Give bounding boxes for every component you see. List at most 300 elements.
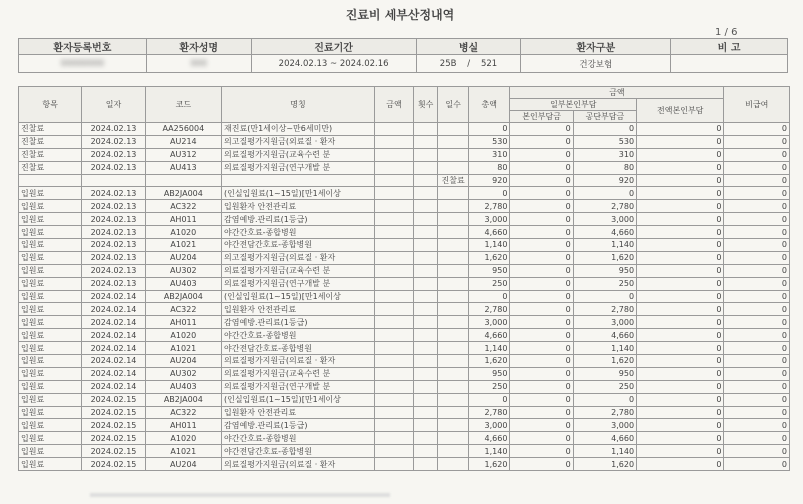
ward-label: 병실 — [416, 39, 521, 55]
cell-category: 진찰료 — [19, 148, 82, 161]
cell-count — [414, 316, 438, 329]
cell-self: 0 — [510, 458, 573, 471]
cell-price — [374, 342, 413, 355]
cell-days — [438, 277, 469, 290]
cell-non: 0 — [724, 251, 790, 264]
table-row — [19, 342, 790, 355]
table-row — [19, 380, 790, 393]
cell-total: 1,620 — [468, 251, 509, 264]
cell-days — [438, 355, 469, 368]
cell-category: 입원료 — [19, 316, 82, 329]
cell-total: 80 — [468, 161, 509, 174]
cell-insurer: 950 — [573, 367, 636, 380]
patient-info-table — [18, 38, 788, 73]
cell-non: 0 — [724, 406, 790, 419]
cell-self: 0 — [510, 187, 573, 200]
cell-category: 입원료 — [19, 445, 82, 458]
cell-self: 0 — [510, 393, 573, 406]
cell-insurer: 1,620 — [573, 251, 636, 264]
cell-count — [414, 213, 438, 226]
cell-category: 진찰료 — [19, 135, 82, 148]
cell-non: 0 — [724, 187, 790, 200]
cell-insurer: 530 — [573, 135, 636, 148]
cell-name: 의고질평가지원금(외료질 · 환자 — [222, 135, 375, 148]
cell-name: 입원환자 안전관리료 — [222, 406, 375, 419]
cell-date: 2024.02.14 — [82, 380, 145, 393]
cell-full: 0 — [637, 174, 724, 187]
cell-price — [374, 200, 413, 213]
cell-code: AU204 — [145, 251, 221, 264]
cell-self: 0 — [510, 367, 573, 380]
table-row — [19, 329, 790, 342]
cell-days — [438, 264, 469, 277]
cell-total: 1,140 — [468, 445, 509, 458]
patient-no-value: 00000000 — [19, 55, 147, 73]
cell-name: 의료질평가지원금(연구개발 분 — [222, 380, 375, 393]
cell-date: 2024.02.13 — [82, 277, 145, 290]
cell-price — [374, 187, 413, 200]
table-row — [19, 393, 790, 406]
cell-total: 0 — [468, 187, 509, 200]
cell-total: 3,000 — [468, 213, 509, 226]
cell-full: 0 — [637, 367, 724, 380]
cell-total: 1,620 — [468, 458, 509, 471]
patient-name-label: 환자성명 — [146, 39, 251, 55]
cell-non: 0 — [724, 226, 790, 239]
table-row — [19, 148, 790, 161]
cell-total: 2,780 — [468, 200, 509, 213]
cell-date: 2024.02.13 — [82, 200, 145, 213]
cell-non: 0 — [724, 148, 790, 161]
cell-count — [414, 303, 438, 316]
patient-type-label: 환자구분 — [521, 39, 671, 55]
cell-category: 입원료 — [19, 406, 82, 419]
cell-full: 0 — [637, 393, 724, 406]
cell-name: 입원환자 안전관리료 — [222, 200, 375, 213]
cell-count — [414, 161, 438, 174]
ward-value-b: 521 — [480, 58, 498, 69]
cell-days — [438, 290, 469, 303]
col-category: 항목 — [19, 87, 82, 123]
cell-count — [414, 123, 438, 136]
cell-code: A1021 — [145, 342, 221, 355]
cell-self: 0 — [510, 213, 573, 226]
col-name: 명칭 — [222, 87, 375, 123]
cell-price — [374, 174, 413, 187]
cell-total: 950 — [468, 264, 509, 277]
cell-insurer: 0 — [573, 187, 636, 200]
cell-date: 2024.02.15 — [82, 445, 145, 458]
cell-self: 0 — [510, 251, 573, 264]
cell-days — [438, 445, 469, 458]
cell-price — [374, 432, 413, 445]
cell-date: 2024.02.13 — [82, 148, 145, 161]
cell-price — [374, 135, 413, 148]
ward-value-a: 25B — [439, 58, 457, 69]
cell-insurer: 2,780 — [573, 200, 636, 213]
cell-non: 0 — [724, 458, 790, 471]
cell-name: 의료질평가지원금(의료질 · 환자 — [222, 355, 375, 368]
cell-total: 0 — [468, 393, 509, 406]
cell-non: 0 — [724, 174, 790, 187]
cell-count — [414, 277, 438, 290]
cell-code: AU413 — [145, 161, 221, 174]
table-row — [19, 445, 790, 458]
cell-category: 입원료 — [19, 419, 82, 432]
cell-code — [145, 174, 221, 187]
cell-days — [438, 380, 469, 393]
cell-total: 1,620 — [468, 355, 509, 368]
cell-self: 0 — [510, 329, 573, 342]
cell-self: 0 — [510, 445, 573, 458]
cell-non: 0 — [724, 316, 790, 329]
cell-price — [374, 148, 413, 161]
cell-total: 2,780 — [468, 406, 509, 419]
cell-insurer: 0 — [573, 123, 636, 136]
cell-total: 3,000 — [468, 316, 509, 329]
cell-date: 2024.02.14 — [82, 342, 145, 355]
cell-category: 입원료 — [19, 264, 82, 277]
cell-self: 0 — [510, 303, 573, 316]
cell-total: 250 — [468, 380, 509, 393]
cell-price — [374, 419, 413, 432]
cell-days — [438, 432, 469, 445]
cell-category: 입원료 — [19, 367, 82, 380]
col-count: 횟수 — [414, 87, 438, 123]
cell-non: 0 — [724, 303, 790, 316]
table-row — [19, 355, 790, 368]
cell-full: 0 — [637, 135, 724, 148]
cell-non: 0 — [724, 432, 790, 445]
cell-days — [438, 187, 469, 200]
cell-category: 진찰료 — [19, 161, 82, 174]
cell-non: 0 — [724, 123, 790, 136]
table-row — [19, 174, 790, 187]
cell-price — [374, 290, 413, 303]
ward-separator: / — [467, 58, 471, 69]
cell-category: 입원료 — [19, 432, 82, 445]
cell-full: 0 — [637, 226, 724, 239]
patient-type-value: 건강보험 — [521, 55, 671, 73]
cell-code: AA256004 — [145, 123, 221, 136]
table-row — [19, 419, 790, 432]
cell-insurer: 310 — [573, 148, 636, 161]
cell-category: 입원료 — [19, 458, 82, 471]
cell-self: 0 — [510, 342, 573, 355]
cell-insurer: 4,660 — [573, 226, 636, 239]
cell-name: 재진료(만1세이상~만6세미만) — [222, 123, 375, 136]
cell-insurer: 4,660 — [573, 432, 636, 445]
cell-full: 0 — [637, 251, 724, 264]
cell-count — [414, 355, 438, 368]
cell-price — [374, 277, 413, 290]
cell-insurer: 1,140 — [573, 342, 636, 355]
period-label: 진료기간 — [251, 39, 416, 55]
cell-price — [374, 445, 413, 458]
cell-insurer: 1,140 — [573, 445, 636, 458]
col-insured-group: 일부본인부담 — [510, 99, 637, 111]
cell-code: AB2JA004 — [145, 290, 221, 303]
cell-insurer: 920 — [573, 174, 636, 187]
cell-count — [414, 148, 438, 161]
cell-code: AU204 — [145, 355, 221, 368]
table-row — [19, 406, 790, 419]
cell-full: 0 — [637, 148, 724, 161]
cell-days — [438, 213, 469, 226]
col-amount-group: 금액 — [510, 87, 724, 99]
cell-days — [438, 329, 469, 342]
cell-non: 0 — [724, 393, 790, 406]
cell-count — [414, 445, 438, 458]
cell-full: 0 — [637, 123, 724, 136]
cell-price — [374, 251, 413, 264]
cell-non: 0 — [724, 290, 790, 303]
cell-name: 의고질평가지원금(의료질 · 환자 — [222, 251, 375, 264]
cell-days — [438, 200, 469, 213]
cell-price — [374, 329, 413, 342]
cell-count — [414, 226, 438, 239]
cell-non: 0 — [724, 355, 790, 368]
cell-date: 2024.02.13 — [82, 187, 145, 200]
cell-date: 2024.02.15 — [82, 393, 145, 406]
cell-total: 310 — [468, 148, 509, 161]
cell-count — [414, 264, 438, 277]
cell-name: 야간전담간호료-종합병원 — [222, 445, 375, 458]
cell-insurer: 3,000 — [573, 213, 636, 226]
cell-insurer: 1,140 — [573, 239, 636, 252]
cell-price — [374, 458, 413, 471]
cell-category: 입원료 — [19, 355, 82, 368]
cell-category: 진찰료 — [19, 123, 82, 136]
cell-name: (인실입원료(1~15일)[만1세이상 — [222, 393, 375, 406]
col-full-self: 전액본인부담 — [637, 99, 724, 123]
cell-date: 2024.02.14 — [82, 367, 145, 380]
table-row — [19, 135, 790, 148]
table-row — [19, 264, 790, 277]
cell-price — [374, 123, 413, 136]
cell-insurer: 250 — [573, 277, 636, 290]
cell-date: 2024.02.14 — [82, 303, 145, 316]
cell-self: 0 — [510, 226, 573, 239]
cell-category: 입원료 — [19, 200, 82, 213]
cell-code: A1020 — [145, 432, 221, 445]
cell-code: AU214 — [145, 135, 221, 148]
cell-count — [414, 329, 438, 342]
document-title: 진료비 세부산정내역 — [345, 8, 455, 22]
cell-insurer: 3,000 — [573, 419, 636, 432]
table-row — [19, 161, 790, 174]
cell-total: 920 — [468, 174, 509, 187]
table-row — [19, 367, 790, 380]
cell-self: 0 — [510, 200, 573, 213]
col-code: 코드 — [145, 87, 221, 123]
cell-name: 의료질평가지원금(교육수련 분 — [222, 148, 375, 161]
cell-name: 야간간호료-종합병원 — [222, 432, 375, 445]
cell-count — [414, 187, 438, 200]
cell-code: AH011 — [145, 316, 221, 329]
cell-full: 0 — [637, 355, 724, 368]
table-row — [19, 277, 790, 290]
cell-days — [438, 367, 469, 380]
cell-full: 0 — [637, 380, 724, 393]
cell-total: 250 — [468, 277, 509, 290]
cell-self: 0 — [510, 148, 573, 161]
cell-full: 0 — [637, 213, 724, 226]
cell-name: 감염예방.관리료(1등급) — [222, 316, 375, 329]
cell-self: 0 — [510, 135, 573, 148]
cell-total: 2,780 — [468, 303, 509, 316]
cell-full: 0 — [637, 445, 724, 458]
cell-insurer: 1,620 — [573, 355, 636, 368]
cell-category: 입원료 — [19, 303, 82, 316]
cell-full: 0 — [637, 342, 724, 355]
cell-insurer: 0 — [573, 393, 636, 406]
cell-date: 2024.02.13 — [82, 264, 145, 277]
cell-self: 0 — [510, 239, 573, 252]
cell-code: A1020 — [145, 329, 221, 342]
cell-price — [374, 355, 413, 368]
cell-count — [414, 251, 438, 264]
cell-name: 의료질평가지원금(교육수련 분 — [222, 264, 375, 277]
table-row — [19, 316, 790, 329]
blurred-footer — [90, 493, 390, 497]
table-row — [19, 458, 790, 471]
cell-price — [374, 264, 413, 277]
cell-date: 2024.02.14 — [82, 316, 145, 329]
cell-full: 0 — [637, 458, 724, 471]
cell-category — [19, 174, 82, 187]
cell-date: 2024.02.15 — [82, 458, 145, 471]
cell-count — [414, 367, 438, 380]
cell-name: (인실입원료(1~15일)[만1세이상 — [222, 290, 375, 303]
cell-count — [414, 458, 438, 471]
cell-count — [414, 406, 438, 419]
table-row — [19, 432, 790, 445]
cell-price — [374, 226, 413, 239]
cell-full: 0 — [637, 161, 724, 174]
cell-category: 입원료 — [19, 251, 82, 264]
cell-date: 2024.02.13 — [82, 213, 145, 226]
cell-count — [414, 342, 438, 355]
cell-code: A1021 — [145, 445, 221, 458]
cell-total: 1,140 — [468, 239, 509, 252]
table-row — [19, 251, 790, 264]
cell-name: 야간전담간호료-종합병원 — [222, 342, 375, 355]
cell-code: AU302 — [145, 264, 221, 277]
cell-count — [414, 393, 438, 406]
cell-name — [222, 174, 375, 187]
col-self-pay: 본인부담금 — [510, 111, 573, 123]
ward-value — [416, 55, 521, 73]
cell-category: 입원료 — [19, 329, 82, 342]
cell-total: 0 — [468, 290, 509, 303]
col-days: 일수 — [438, 87, 469, 123]
cell-code: A1021 — [145, 239, 221, 252]
cell-code: AU403 — [145, 380, 221, 393]
cell-non: 0 — [724, 200, 790, 213]
cell-self: 0 — [510, 380, 573, 393]
cell-category: 입원료 — [19, 277, 82, 290]
cell-insurer: 0 — [573, 290, 636, 303]
cell-insurer: 2,780 — [573, 406, 636, 419]
cell-count — [414, 135, 438, 148]
cell-date: 2024.02.14 — [82, 290, 145, 303]
cell-code: AU312 — [145, 148, 221, 161]
cell-self: 0 — [510, 123, 573, 136]
cell-full: 0 — [637, 277, 724, 290]
cell-name: 의료질평가지원금(의료질 · 환자 — [222, 458, 375, 471]
cell-days — [438, 393, 469, 406]
col-non-covered: 비급여 — [724, 87, 790, 123]
cell-name: (인실입원료(1~15일)[만1세이상 — [222, 187, 375, 200]
cell-full: 0 — [637, 303, 724, 316]
cell-category: 입원료 — [19, 342, 82, 355]
cell-days — [438, 123, 469, 136]
cell-date: 2024.02.14 — [82, 355, 145, 368]
cell-count — [414, 419, 438, 432]
remarks-label: 비 고 — [671, 39, 788, 55]
cell-total: 950 — [468, 367, 509, 380]
cell-full: 0 — [637, 200, 724, 213]
cell-days — [438, 342, 469, 355]
cell-code: AU302 — [145, 367, 221, 380]
cell-self: 0 — [510, 174, 573, 187]
cell-non: 0 — [724, 445, 790, 458]
cell-date: 2024.02.13 — [82, 135, 145, 148]
cell-code: AC322 — [145, 200, 221, 213]
cell-category: 입원료 — [19, 226, 82, 239]
page-number: 1 / 6 — [715, 27, 738, 38]
cell-category: 입원료 — [19, 290, 82, 303]
table-row — [19, 239, 790, 252]
cell-insurer: 950 — [573, 264, 636, 277]
cell-self: 0 — [510, 316, 573, 329]
cell-non: 0 — [724, 239, 790, 252]
cell-total: 4,660 — [468, 226, 509, 239]
cell-days — [438, 419, 469, 432]
cell-total: 4,660 — [468, 329, 509, 342]
cell-category: 입원료 — [19, 380, 82, 393]
cell-date — [82, 174, 145, 187]
patient-no-label: 환자등록번호 — [19, 39, 147, 55]
cell-code: AB2JA004 — [145, 393, 221, 406]
cell-non: 0 — [724, 329, 790, 342]
cell-price — [374, 380, 413, 393]
cell-price — [374, 316, 413, 329]
cell-category: 입원료 — [19, 187, 82, 200]
cell-count — [414, 200, 438, 213]
cell-total: 1,140 — [468, 342, 509, 355]
cell-days — [438, 135, 469, 148]
table-row — [19, 123, 790, 136]
cell-code: AC322 — [145, 406, 221, 419]
cell-total: 0 — [468, 123, 509, 136]
cell-category: 입원료 — [19, 239, 82, 252]
cell-non: 0 — [724, 213, 790, 226]
cell-price — [374, 303, 413, 316]
cell-total: 530 — [468, 135, 509, 148]
cell-count — [414, 432, 438, 445]
cell-non: 0 — [724, 367, 790, 380]
cell-non: 0 — [724, 264, 790, 277]
cell-non: 0 — [724, 135, 790, 148]
cell-days — [438, 458, 469, 471]
col-date: 일자 — [82, 87, 145, 123]
cell-days — [438, 251, 469, 264]
cell-price — [374, 406, 413, 419]
col-price: 금액 — [374, 87, 413, 123]
col-total: 총액 — [468, 87, 509, 123]
